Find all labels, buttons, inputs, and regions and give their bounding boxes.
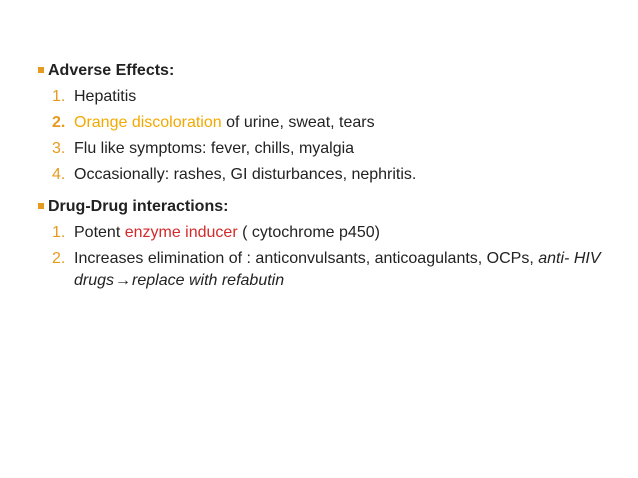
- highlighted-term: Orange discoloration: [74, 114, 222, 131]
- list-item-number: 1.: [52, 224, 66, 241]
- italic-term: anti- HIV drugs: [74, 250, 601, 289]
- list-item-rest-text: of urine, sweat, tears: [221, 114, 375, 131]
- list-item-number: 3.: [52, 140, 66, 157]
- list-item: [38, 222, 618, 244]
- list-item-main-text: Increases elimination of : anticonvulsants, anticoagulants, OCPs,: [74, 250, 539, 267]
- list-item-number: 1.: [52, 88, 66, 105]
- list-item-text: Occasionally: rashes, GI disturbances, nephritis.: [74, 166, 417, 183]
- list-item: [38, 112, 618, 134]
- drug-drug-interactions-heading-text: Drug-Drug interactions:: [48, 198, 229, 215]
- list-item-text: Flu like symptoms: fever, chills, myalgia: [74, 140, 355, 157]
- list-item-number: 4.: [52, 166, 66, 183]
- square-bullet-icon: [38, 67, 44, 73]
- highlighted-term: enzyme inducer: [124, 224, 238, 241]
- italic-note: replace with refabutin: [132, 272, 285, 289]
- drug-drug-interactions-heading: [38, 196, 618, 218]
- list-item: [38, 138, 618, 160]
- list-item-text: [74, 248, 618, 292]
- right-arrow-icon: →: [115, 272, 132, 289]
- drug-drug-interactions-section: [38, 196, 618, 292]
- square-bullet-icon: [38, 203, 44, 209]
- list-item: [38, 248, 618, 292]
- list-item-number: 2.: [52, 250, 66, 267]
- list-item-number: 2.: [52, 114, 66, 131]
- list-item-text: [74, 222, 618, 244]
- slide-content: [38, 60, 618, 302]
- list-item: [38, 86, 618, 108]
- list-item-after-text: ( cytochrome p450): [237, 224, 380, 241]
- list-item-before-text: Potent: [74, 224, 125, 241]
- adverse-effects-heading-text: Adverse Effects:: [48, 62, 175, 79]
- list-item-text: [74, 112, 618, 134]
- adverse-effects-section: [38, 60, 618, 186]
- adverse-effects-heading: [38, 60, 618, 82]
- list-item: [38, 164, 618, 186]
- drug-drug-interactions-list: [38, 222, 618, 292]
- adverse-effects-list: [38, 86, 618, 186]
- list-item-text: Hepatitis: [74, 88, 137, 105]
